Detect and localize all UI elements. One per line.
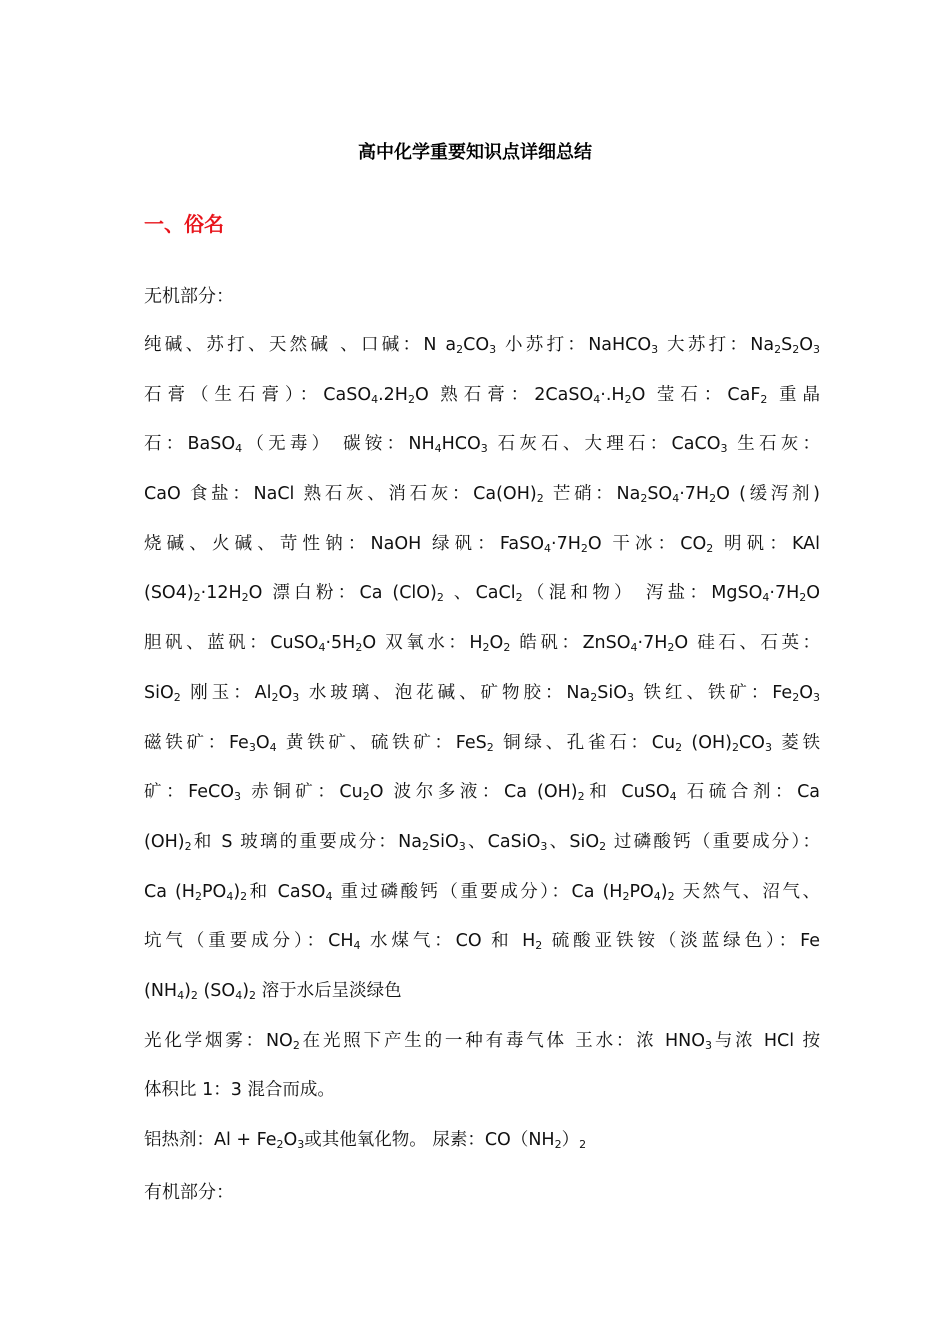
inorganic-label: 无机部分： [144,286,234,307]
document-title: 高中化学重要知识点详细总结 [358,142,592,163]
text-line: 磁铁矿：$Fe_3O_4$ 黄铁矿、硫铁矿：FeS$_2$ 铜绿、孔雀石：$Cu_2$ $(OH)_2CO_3$ 菱铁 [144,732,820,754]
text-line: 纯碱、苏打、天然碱 、口碱：N $a_2CO_3$ 小苏打：NaHCO$_3$ 大苏打：$Na_2S_2O_3$ [144,335,820,356]
text-line: 光化学烟雾：$NO_2$在光照下产生的一种有毒气体 王水：浓 $HNO_3$与浓 HCl 按 [144,1030,820,1052]
text-line: Ca $(H_2PO_4)_2$和 CaSO$_4$ 重过磷酸钙（重要成分）：Ca $(H_2PO_4)_2$ 天然气、沼气、 [144,881,820,903]
inorganic-content [144,330,820,1175]
text-line: $(NH_4)_2$ $(SO_4)_2$ 溶于水后呈淡绿色 [144,980,402,1002]
text-line: 烧碱、火碱、苛性钠：NaOH 绿矾：$FaSO_4\cdot 7H_2O$ 干冰：$CO_2$ 明矾：KAl [144,533,820,555]
text-line: 坑气（重要成分）：$CH_4$ 水煤气：CO 和 $H_2$ 硫酸亚铁铵（淡蓝绿色）：Fe [144,931,820,953]
text-line: 石：BaSO$_4$（无毒） 碳铵：$NH_4HCO_3$ 石灰石、大理石：CaCO$_3$ 生石灰： [144,434,820,456]
text-line: 体积比 1：3 混合而成。 [144,1080,335,1101]
organic-label: 有机部分： [144,1182,234,1203]
text-line: 矿：FeCO$_3$ 赤铜矿：$Cu_2O$ 波尔多液：Ca $(OH)_2$和 CuSO$_4$ 石硫合剂：Ca [144,782,820,804]
text-line: $(SO4)_2\cdot 12H_2O$ 漂白粉：Ca $(ClO)_2$ 、CaCl$_2$（混和物） 泻盐：$MgSO_4\cdot 7H_2O$ [144,583,820,605]
section-heading: 一、俗名 [144,212,224,236]
text-line: 胆矾、蓝矾：$CuSO_4\cdot 5H_2O$ 双氧水：$H_2O_2$ 皓矾：$ZnSO_4\cdot 7H_2O$ 硅石、石英： [144,633,820,655]
text-line: SiO$_2$ 刚玉：$Al_2O_3$ 水玻璃、泡花碱、矿物胶：$Na_2SiO_3$ 铁红、铁矿：$Fe_2O_3$ [144,682,820,704]
text-line: 铝热剂：$Al + Fe_2O_3$或其他氧化物。 尿素：$CO(NH_2)_2$ [144,1130,587,1151]
text-line: 石膏（生石膏）：$CaSO_4.2H_2O$ 熟石膏：$2CaSO_4\cdot.H_2O$ 莹石：CaF$_2$ 重晶 [144,384,820,406]
text-line: CaO 食盐：NaCl 熟石灰、消石灰：$Ca(OH)_2$ 芒硝：$Na_2SO_4\cdot 7H_2O$ (缓泻剂) [144,484,820,506]
text-line: $(OH)_2$和 S 玻璃的重要成分：$Na_2SiO_3$、CaSiO$_3$、SiO$_2$ 过磷酸钙（重要成分）： [144,831,820,853]
